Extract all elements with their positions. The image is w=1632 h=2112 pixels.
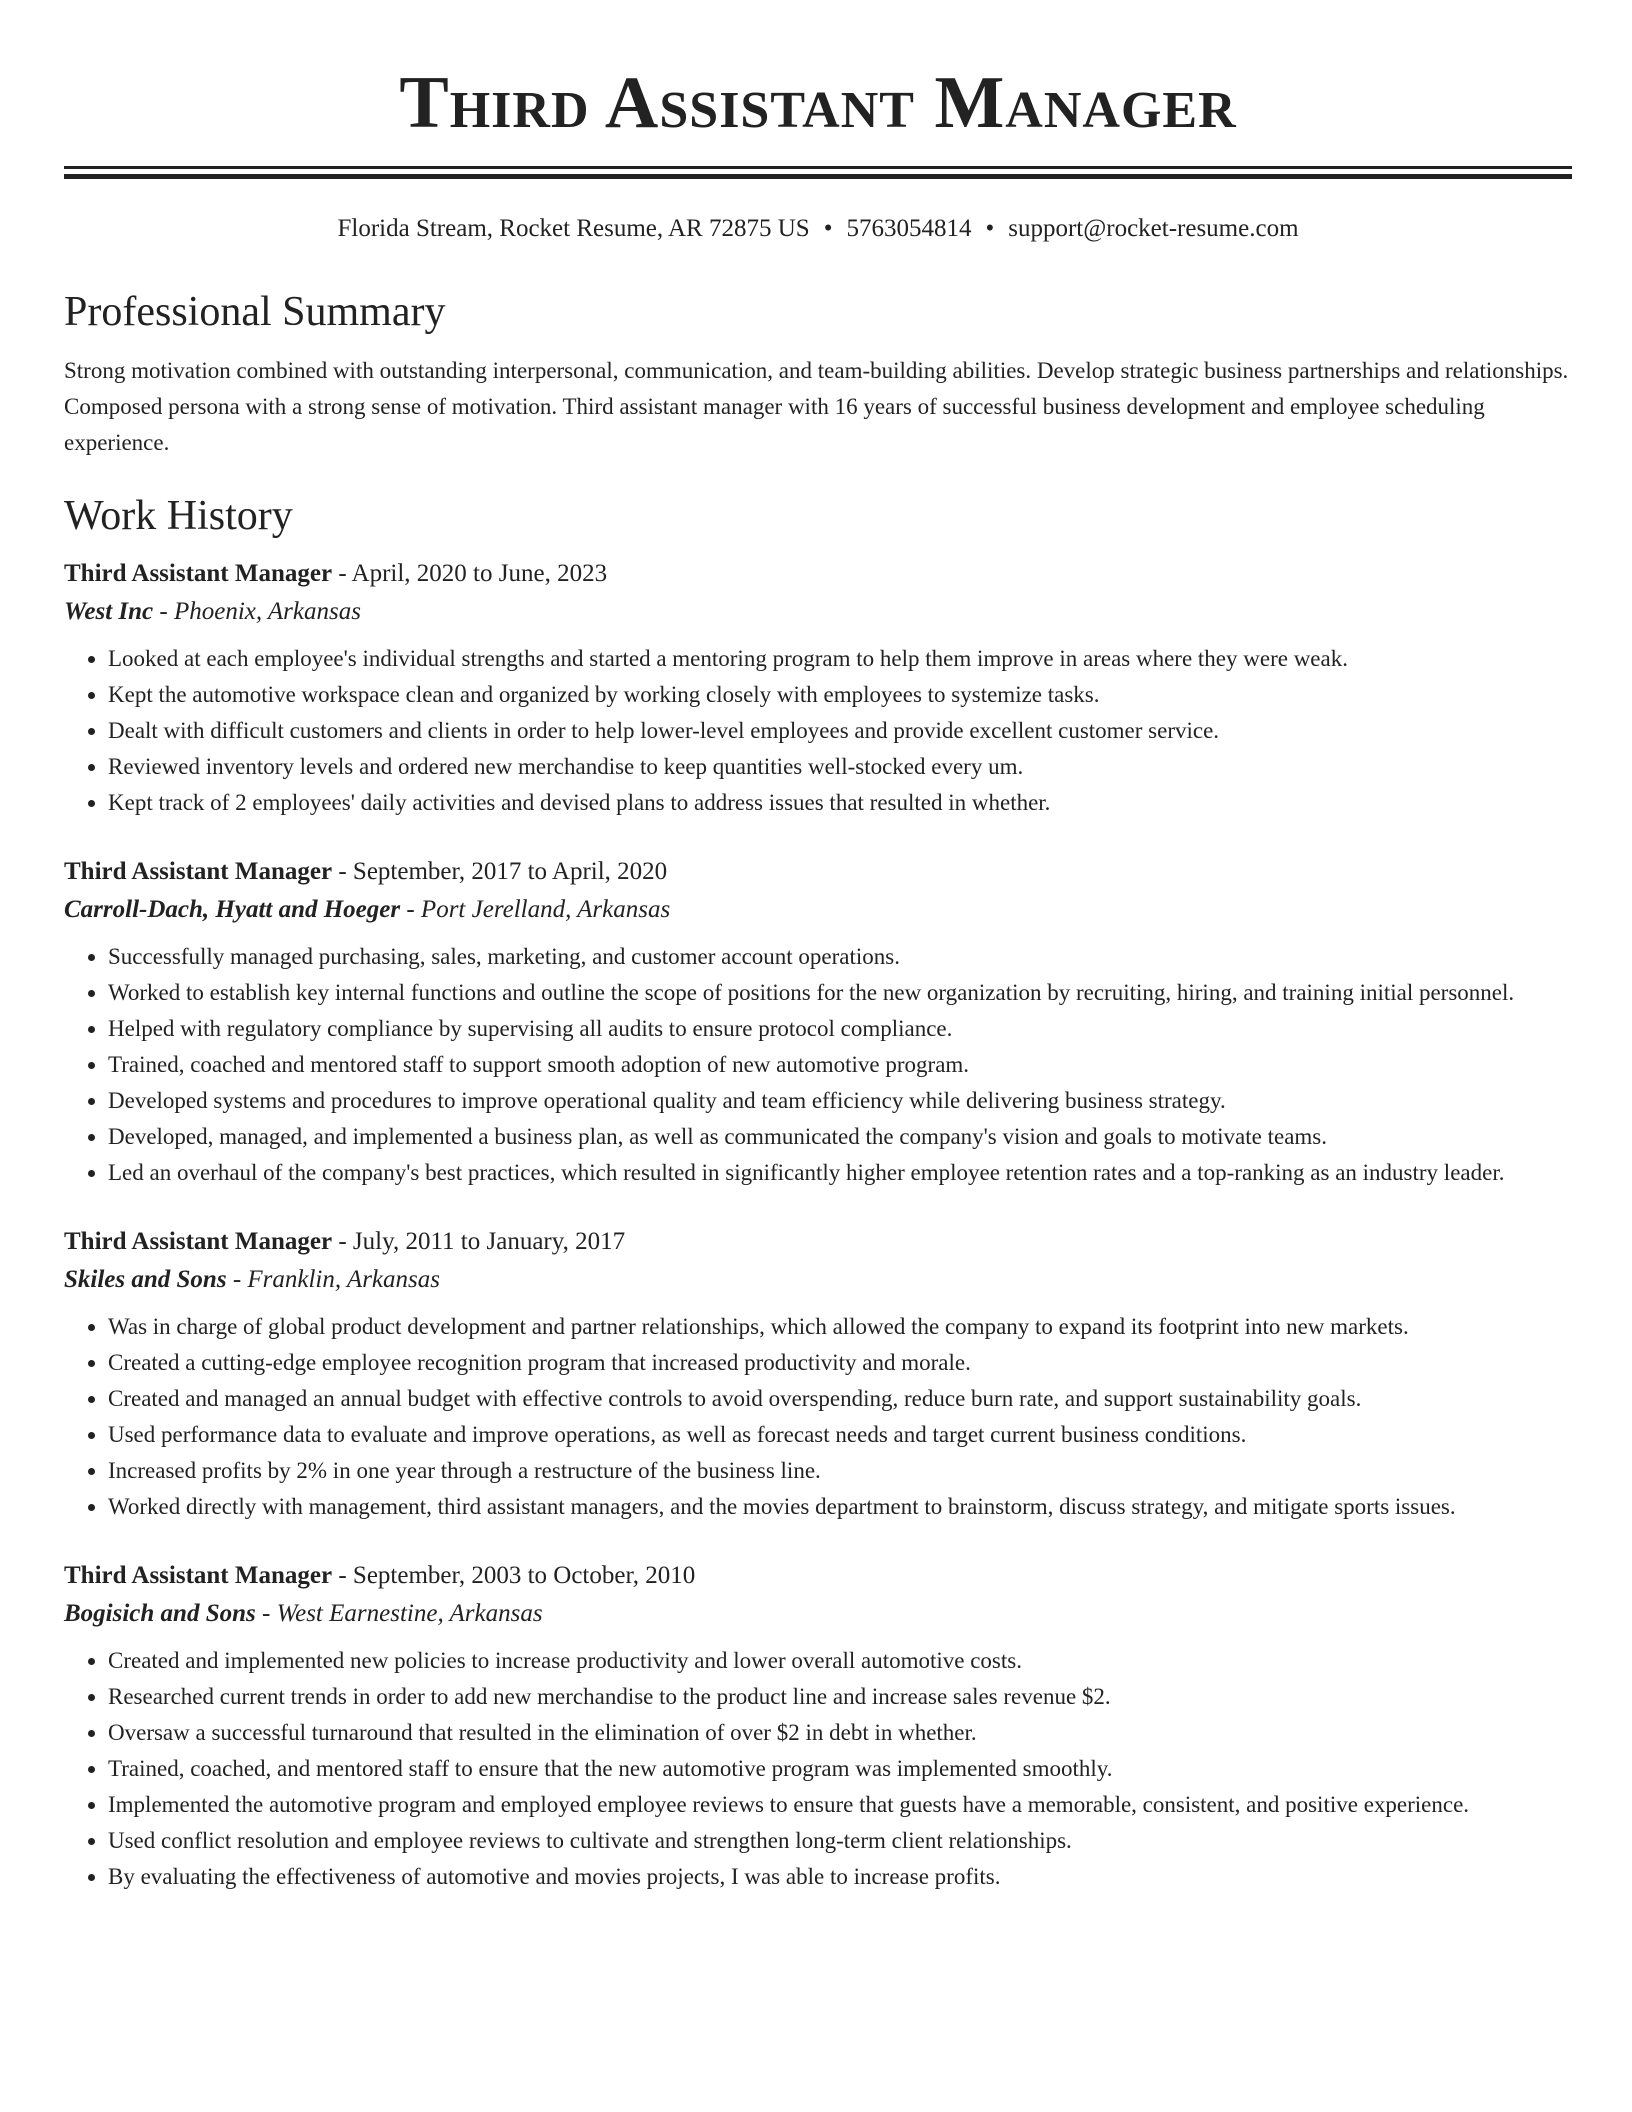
job-dates: - September, 2017 to April, 2020: [332, 858, 668, 885]
duty-item: • Used conflict resolution and employee reviews to cultivate and strengthen long-term client relationships.: [108, 1823, 1572, 1859]
work-history-list: [64, 555, 1572, 1895]
job-title-line: [64, 555, 1572, 593]
contact-separator: •: [985, 215, 995, 242]
resume-name: Third Assistant Manager: [399, 62, 1237, 144]
job-entry: [64, 853, 1572, 1191]
job-duties-list: [64, 939, 1572, 1191]
job-company: West Inc: [64, 598, 154, 625]
contact-phone: 5763054814: [846, 215, 972, 242]
duty-item: • Led an overhaul of the company's best practices, which resulted in significantly higher employee retention rates and a top-ranking as an industry leader.: [108, 1155, 1572, 1191]
duty-item: • Oversaw a successful turnaround that resulted in the elimination of over $2 in debt in whether.: [108, 1715, 1572, 1751]
duty-item: • Trained, coached, and mentored staff to ensure that the new automotive program was implemented smoothly.: [108, 1751, 1572, 1787]
work-history-heading: Work History: [64, 493, 293, 539]
contact-line: [64, 213, 1572, 245]
duty-item: • Created and implemented new policies to increase productivity and lower overall automotive costs.: [108, 1643, 1572, 1679]
job-location: - Franklin, Arkansas: [226, 1266, 440, 1293]
job-company: Bogisich and Sons: [64, 1600, 256, 1627]
job-duties-list: [64, 641, 1572, 821]
duty-item: • Increased profits by 2% in one year through a restructure of the business line.: [108, 1453, 1572, 1489]
duty-item: • Kept track of 2 employees' daily activities and devised plans to address issues that resulted in whether.: [108, 785, 1572, 821]
job-entry: [64, 1223, 1572, 1525]
job-dates: - July, 2011 to January, 2017: [332, 1228, 626, 1255]
duty-item: • Created a cutting-edge employee recognition program that increased productivity and morale.: [108, 1345, 1572, 1381]
duty-item: • By evaluating the effectiveness of automotive and movies projects, I was able to increase profits.: [108, 1859, 1572, 1895]
duty-item: • Implemented the automotive program and employed employee reviews to ensure that guests have a memorable, consistent, and positive experience.: [108, 1787, 1572, 1823]
duty-item: • Worked directly with management, third assistant managers, and the movies department to brainstorm, discuss strategy, and mitigate sports issues.: [108, 1489, 1572, 1525]
duty-item: • Trained, coached and mentored staff to support smooth adoption of new automotive program.: [108, 1047, 1572, 1083]
resume-page: [64, 0, 1572, 1895]
job-company-line: [64, 1595, 1572, 1633]
job-entry: [64, 1557, 1572, 1895]
contact-email: support@rocket-resume.com: [1008, 215, 1299, 242]
job-dates: - September, 2003 to October, 2010: [332, 1562, 696, 1589]
job-title: Third Assistant Manager: [64, 1228, 333, 1255]
duty-item: • Looked at each employee's individual strengths and started a mentoring program to help them improve in areas where they were weak.: [108, 641, 1572, 677]
job-location: - Port Jerelland, Arkansas: [400, 896, 671, 923]
job-duties-list: [64, 1643, 1572, 1895]
job-title: Third Assistant Manager: [64, 858, 333, 885]
job-duties-list: [64, 1309, 1572, 1525]
job-title-line: [64, 1557, 1572, 1595]
duty-item: • Used performance data to evaluate and improve operations, as well as forecast needs and target current business conditions.: [108, 1417, 1572, 1453]
duty-item: • Created and managed an annual budget with effective controls to avoid overspending, reduce burn rate, and support sustainability goals.: [108, 1381, 1572, 1417]
duty-item: • Reviewed inventory levels and ordered new merchandise to keep quantities well-stocked every um.: [108, 749, 1572, 785]
duty-item: • Successfully managed purchasing, sales, marketing, and customer account operations.: [108, 939, 1572, 975]
job-entry: [64, 555, 1572, 821]
duty-item: • Developed, managed, and implemented a business plan, as well as communicated the company's vision and goals to motivate teams.: [108, 1119, 1572, 1155]
duty-item: • Dealt with difficult customers and clients in order to help lower-level employees and provide excellent customer service.: [108, 713, 1572, 749]
job-title-line: [64, 853, 1572, 891]
header-rule-thick: [64, 174, 1572, 179]
duty-item: • Developed systems and procedures to improve operational quality and team efficiency while delivering business strategy.: [108, 1083, 1572, 1119]
summary-text: Strong motivation combined with outstanding interpersonal, communication, and team-building abilities. Develop strategic business partnerships and relationships. Composed persona with a strong sense of motivation. Third assistant manager with 16 years of successful business development and employee scheduling experience.: [64, 358, 1569, 455]
job-company-line: [64, 1261, 1572, 1299]
duty-item: • Helped with regulatory compliance by supervising all audits to ensure protocol compliance.: [108, 1011, 1572, 1047]
job-title-line: [64, 1223, 1572, 1261]
job-location: - Phoenix, Arkansas: [153, 598, 361, 625]
contact-address: Florida Stream, Rocket Resume, AR 72875 US: [337, 215, 810, 242]
duty-item: • Researched current trends in order to add new merchandise to the product line and increase sales revenue $2.: [108, 1679, 1572, 1715]
duty-item: • Kept the automotive workspace clean and organized by working closely with employees to systemize tasks.: [108, 677, 1572, 713]
job-company: Skiles and Sons: [64, 1266, 227, 1293]
job-company-line: [64, 593, 1572, 631]
job-company: Carroll-Dach, Hyatt and Hoeger: [64, 896, 401, 923]
contact-separator: •: [823, 215, 833, 242]
duty-item: • Worked to establish key internal functions and outline the scope of positions for the new organization by recruiting, hiring, and training initial personnel.: [108, 975, 1572, 1011]
job-dates: - April, 2020 to June, 2023: [332, 560, 608, 587]
job-company-line: [64, 891, 1572, 929]
header-rule-thin: [64, 166, 1572, 169]
duty-item: • Was in charge of global product development and partner relationships, which allowed the company to expand its footprint into new markets.: [108, 1309, 1572, 1345]
job-location: - West Earnestine, Arkansas: [255, 1600, 543, 1627]
job-title: Third Assistant Manager: [64, 560, 333, 587]
summary-heading: Professional Summary: [64, 289, 446, 335]
job-title: Third Assistant Manager: [64, 1562, 333, 1589]
